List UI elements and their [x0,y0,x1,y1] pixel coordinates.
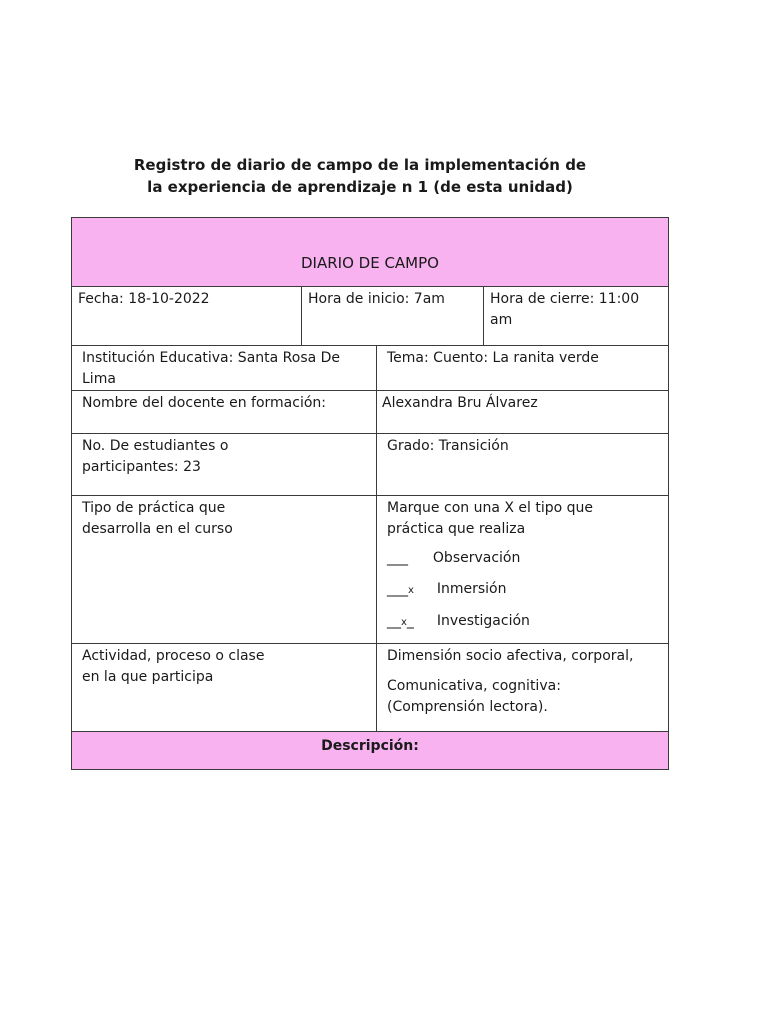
option-x-mark: x [408,585,414,596]
diario-de-campo-heading: DIARIO DE CAMPO [301,254,439,272]
hora-cierre-text: Hora de cierre: 11:00 am [490,291,640,328]
docente-name: Alexandra Bru Álvarez [382,395,538,411]
institucion-cell [71,345,377,391]
table-header [71,217,669,287]
option-blank: __ [387,613,401,629]
docente-name-cell [376,390,669,434]
institucion-text: Institución Educativa: Santa Rosa De Lima [82,350,341,387]
title-line-2: la experiencia de aprendizaje n 1 (de esta unidad) [147,178,573,196]
option-x-mark: x [401,617,407,628]
option-blank: ___ [387,550,408,566]
estudiantes-cell [71,433,377,496]
descripcion-cell [71,731,669,770]
option-label: Investigación [436,613,530,629]
tema-text: Tema: Cuento: La ranita verde [387,350,599,366]
actividad-label: Actividad, proceso o clase en la que participa [82,648,265,685]
tema-cell [376,345,669,391]
dimension-cell [376,643,669,732]
option-inmersion [387,579,638,601]
dimension-line-2: Comunicativa, cognitiva: (Comprensión lectora). [387,678,561,715]
marque-label: Marque con una X el tipo que práctica que realiza [387,500,594,537]
hora-inicio-cell [301,286,484,346]
fecha-text: Fecha: 18-10-2022 [78,291,210,307]
option-investigacion [387,611,638,633]
hora-inicio-text: Hora de inicio: 7am [308,291,445,307]
grado-text: Grado: Transición [387,438,509,454]
option-blank: ___ [387,581,408,597]
option-label: Observación [432,550,521,566]
marque-cell [376,495,669,644]
option-blank-tail: _ [406,613,414,629]
document-title [60,154,660,198]
tipo-practica-label: Tipo de práctica que desarrolla en el curso [82,500,233,537]
estudiantes-text: No. De estudiantes o participantes: 23 [82,438,229,475]
option-observacion [387,548,638,569]
tipo-practica-cell [71,495,377,644]
actividad-cell [71,643,377,732]
title-line-1: Registro de diario de campo de la implementación de [133,156,587,174]
grado-cell [376,433,669,496]
descripcion-heading: Descripción: [321,738,419,754]
hora-cierre-cell [483,286,669,346]
option-label: Inmersión [436,581,507,597]
docente-label-cell [71,390,377,434]
dimension-line-1: Dimensión socio afectiva, corporal, [387,648,634,664]
docente-label: Nombre del docente en formación: [82,395,327,411]
fecha-cell [71,286,302,346]
